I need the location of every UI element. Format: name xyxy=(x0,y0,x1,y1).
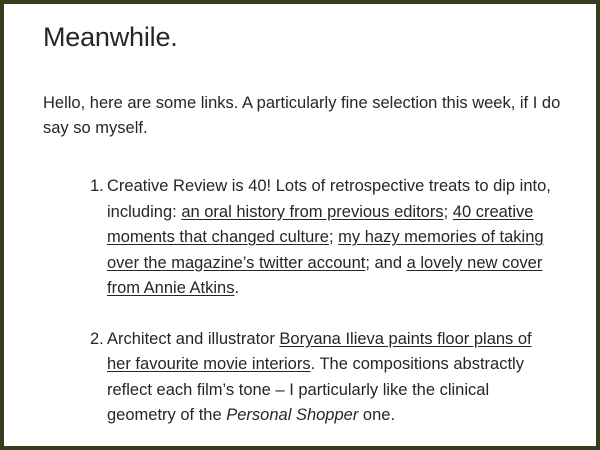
list-item xyxy=(90,174,557,302)
item-text: ; xyxy=(443,202,453,221)
list-item-number: 2. xyxy=(90,329,104,348)
page-title: Meanwhile. xyxy=(43,22,178,52)
intro-paragraph: Hello, here are some links. A particularly fine selection this week, if I do say so myself. xyxy=(43,94,561,137)
item-text: one. xyxy=(358,406,396,424)
item-text: . xyxy=(234,279,240,297)
link-list xyxy=(90,174,557,446)
item-text: Creative Review is 40! Lots of retrospective treats to dip into, including: xyxy=(107,177,551,221)
item-text: . The compositions abstractly reflect each film’s tone – I particularly like the clinical geometry of the xyxy=(107,355,524,424)
item-text: ; xyxy=(328,228,339,246)
link-40-creative-moments[interactable]: 40 creative moments that changed culture xyxy=(107,202,534,246)
list-item xyxy=(90,327,557,429)
link-oral-history[interactable]: an oral history from previous editors xyxy=(181,202,444,221)
film-title: Personal Shopper xyxy=(226,406,359,424)
link-annie-atkins-cover[interactable]: a lovely new cover from Annie Atkins xyxy=(107,253,543,297)
item-text: Architect and illustrator xyxy=(107,329,280,348)
link-boryana-ilieva[interactable]: Boryana Ilieva paints floor plans of her favourite movie interiors xyxy=(107,329,532,373)
item-text: ; and xyxy=(365,253,407,272)
list-item-number: 1. xyxy=(90,177,104,195)
article-page xyxy=(4,4,596,446)
link-twitter-memories[interactable]: my hazy memories of taking over the magazine’s twitter account xyxy=(107,228,544,272)
